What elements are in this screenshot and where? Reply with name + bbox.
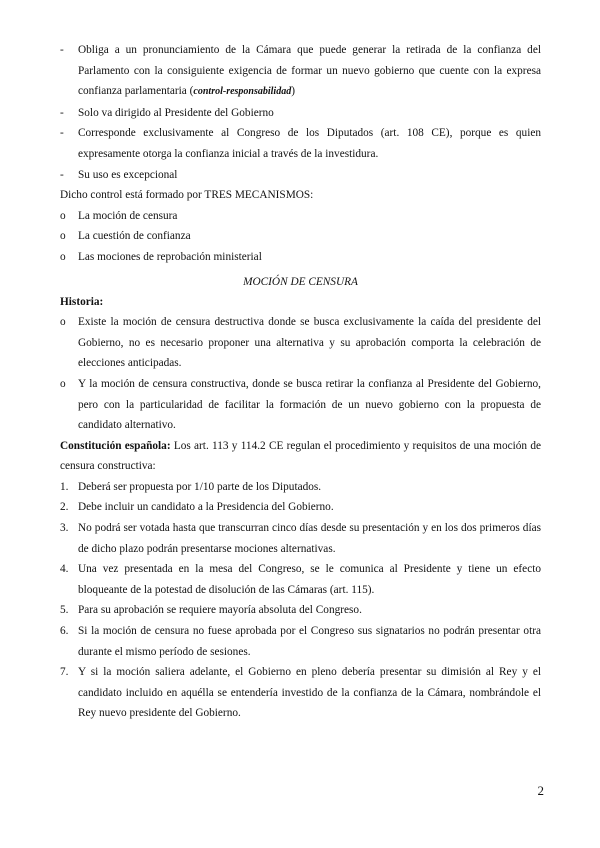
requisito-text: Una vez presentada en la mesa del Congreso, se le comunica al Presidente y tiene un efecto bloqueante de la potestad de disolución de las Cámaras (art. 115).: [78, 563, 541, 596]
dash-item-text-after: ): [291, 85, 295, 98]
mechanism-text: La moción de censura: [78, 209, 178, 222]
dash-marker: -: [60, 106, 64, 119]
constitucion-text: Los art. 113 y 114.2 CE regulan el procedimiento y requisitos de una moción de censura constructiva:: [60, 439, 541, 473]
mechanism-item: [60, 206, 541, 227]
historia-text: Existe la moción de censura destructiva donde se busca exclusivamente la caída del presidente del Gobierno, no es necesario proponer una alternativa y su aprobación comporta la celebración de elecciones anticipadas.: [78, 316, 541, 370]
constitucion-heading: Constitución española:: [60, 439, 171, 452]
dash-item-text: Solo va dirigido al Presidente del Gobierno: [78, 106, 274, 119]
dash-item-emphasis: control-responsabilidad: [193, 86, 292, 98]
requisito-item: [60, 477, 541, 498]
number-marker: 3.: [60, 522, 69, 535]
dash-marker: -: [60, 44, 64, 56]
historia-item: [60, 312, 541, 374]
mechanism-item: [60, 226, 541, 247]
bullet-marker: o: [60, 377, 66, 390]
dash-item-text: Su uso es excepcional: [78, 168, 178, 181]
number-marker: 4.: [60, 563, 69, 576]
requisito-item: [60, 518, 541, 559]
dash-item: [60, 40, 541, 103]
page-number: 2: [537, 783, 544, 798]
requisito-text: Y si la moción saliera adelante, el Gobierno en pleno debería presentar su dimisión al Rey y el candidato incluido en aquélla se entendería investido de la confianza de la Cámara, nombrándole el Rey nuevo presidente del Gobierno.: [78, 666, 541, 720]
requisito-text: No podrá ser votada hasta que transcurran cinco días desde su presentación y en los dos primeros días de dicho plazo podrán presentarse mociones alternativas.: [78, 522, 541, 555]
requisito-text: Deberá ser propuesta por 1/10 parte de los Diputados.: [78, 480, 322, 493]
historia-heading: Historia:: [60, 295, 104, 308]
number-marker: 1.: [60, 480, 69, 493]
number-marker: 5.: [60, 604, 69, 617]
bullet-marker: o: [60, 209, 66, 222]
requisito-item: [60, 600, 541, 621]
requisito-item: [60, 559, 541, 600]
constitucion-paragraph: [60, 436, 541, 477]
dash-item-text: Obliga a un pronunciamiento de la Cámara que puede generar la retirada de la confianza del Parlamento con la consiguiente exigencia de formar un nuevo gobierno que cuente con la expresa confianza parlamentaria (: [78, 44, 541, 98]
document-page: [60, 40, 541, 724]
number-marker: 6.: [60, 625, 69, 638]
historia-text: Y la moción de censura constructiva, donde se busca retirar la confianza al Presidente del Gobierno, pero con la particularidad de facilitar la formación de un nuevo gobierno con la propuesta de candidato alternativo.: [78, 377, 541, 432]
control-intro: Dicho control está formado por TRES MECANISMOS:: [60, 189, 314, 202]
mechanism-text: Las mociones de reprobación ministerial: [78, 250, 262, 263]
requisito-item: [60, 662, 541, 724]
dash-item-text: Corresponde exclusivamente al Congreso de los Diputados (art. 108 CE), porque es quien expresamente otorga la confianza inicial a través de la investidura.: [78, 127, 541, 160]
historia-item: [60, 374, 541, 436]
bullet-marker: o: [60, 250, 66, 263]
dash-item: [60, 165, 541, 186]
requisito-text: Si la moción de censura no fuese aprobada por el Congreso sus signatarios no podrán presentar otra durante el mismo período de sesiones.: [78, 625, 541, 658]
number-marker: 2.: [60, 501, 69, 514]
dash-item: [60, 103, 541, 124]
dash-marker: -: [60, 127, 64, 140]
dash-item: [60, 123, 541, 164]
section-title: MOCIÓN DE CENSURA: [243, 275, 358, 288]
requisito-text: Para su aprobación se requiere mayoría absoluta del Congreso.: [78, 604, 362, 617]
requisito-text: Debe incluir un candidato a la Presidencia del Gobierno.: [78, 501, 334, 514]
requisito-item: [60, 621, 541, 662]
mechanism-text: La cuestión de confianza: [78, 230, 191, 243]
mechanism-item: [60, 247, 541, 268]
requisito-item: [60, 497, 541, 518]
dash-marker: -: [60, 168, 64, 181]
bullet-marker: o: [60, 230, 66, 243]
bullet-marker: o: [60, 316, 66, 329]
number-marker: 7.: [60, 666, 69, 679]
